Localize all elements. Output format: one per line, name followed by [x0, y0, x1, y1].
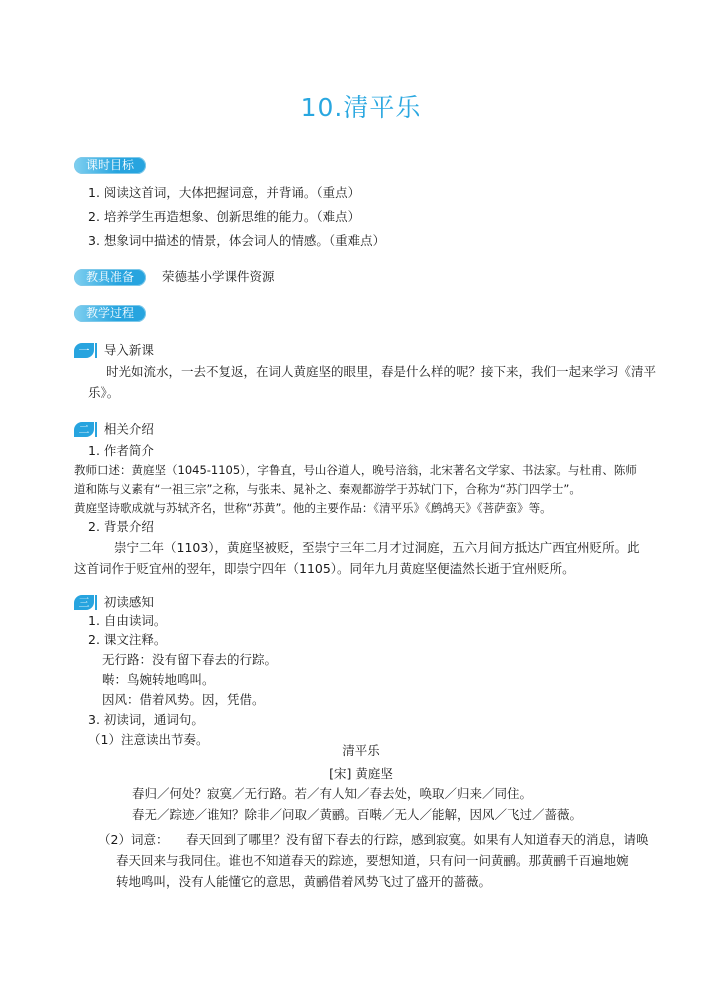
section-heading-1 [74, 341, 154, 359]
annotation-1: 无行路：没有留下春去的行踪。 [102, 652, 278, 667]
section-bar-3 [95, 595, 97, 610]
page-title: 10.清平乐 [300, 93, 422, 122]
intro-line-1: 时光如流水，一去不复返，在词人黄庭坚的眼里，春是什么样的呢？接下来，我们一起来学习《清平 [106, 364, 657, 379]
reading-item-1: 1. 自由读词。 [88, 613, 167, 628]
section-bar-2 [95, 422, 97, 437]
poem-title: 清平乐 [342, 743, 380, 758]
background-line-2: 这首词作于贬宜州的翌年，即崇宁四年（1105）。同年九月黄庭坚便溘然长逝于宜州贬所。 [74, 561, 575, 576]
section-label-1: 导入新课 [103, 342, 154, 358]
section-label-3: 初读感知 [103, 594, 154, 610]
section-number-3: 三 [74, 595, 94, 610]
annotation-2: 啭：鸟婉转地鸣叫。 [102, 672, 215, 687]
intro-line-2: 乐》。 [88, 385, 120, 400]
goal-item-1: 1. 阅读这首词，大体把握词意，并背诵。（重点） [88, 185, 361, 200]
section-number-2: 二 [74, 422, 94, 437]
poem-line-2: 春无／踪迹／谁知？除非／问取／黄鹂。百啭／无人／能解，因风／飞过／蔷薇。 [132, 807, 583, 822]
prep-tag: 教具准备 [74, 269, 146, 286]
author-heading: 1. 作者简介 [88, 443, 154, 458]
section-number-1: 一 [74, 343, 94, 358]
section-heading-2 [74, 420, 154, 438]
section-bar-1 [95, 343, 97, 358]
poem-line-1: 春归／何处？寂寞／无行路。若／有人知／春去处，唤取／归来／同住。 [132, 786, 533, 801]
meaning-label: （2）词意： [98, 832, 169, 847]
goal-item-2: 2. 培养学生再造想象、创新思维的能力。（难点） [88, 209, 361, 224]
reading-item-3: 3. 初读词，通词句。 [88, 712, 204, 727]
background-heading: 2. 背景介绍 [88, 519, 154, 534]
author-line-1: 教师口述：黄庭坚（1045-1105），字鲁直，号山谷道人，晚号涪翁，北宋著名文学家、书法家。与杜甫、陈师 [74, 463, 637, 477]
background-line-1: 崇宁二年（1103），黄庭坚被贬，至崇宁三年二月才过洞庭，五六月间方抵达广西宜州贬所。此 [114, 540, 640, 555]
poem-author: [宋] 黄庭坚 [329, 766, 393, 781]
goals-tag: 课时目标 [74, 157, 146, 174]
meaning-line-1: 春天回到了哪里？没有留下春去的行踪，感到寂寞。如果有人知道春天的消息，请唤 [186, 832, 649, 847]
meaning-line-2: 春天回来与我同住。谁也不知道春天的踪迹，要想知道，只有问一问黄鹂。那黄鹂千百遍地婉 [116, 853, 629, 868]
annotation-3: 因风：借着风势。因，凭借。 [102, 692, 265, 707]
section-label-2: 相关介绍 [103, 421, 154, 437]
author-line-3: 黄庭坚诗歌成就与苏轼齐名，世称“苏黄”。他的主要作品：《清平乐》《鹧鸪天》《菩萨蛮》等。 [74, 501, 552, 515]
goal-item-3: 3. 想象词中描述的情景，体会词人的情感。（重难点） [88, 233, 386, 248]
prep-text: 荣德基小学课件资源 [162, 269, 275, 284]
section-heading-3 [74, 593, 154, 611]
meaning-line-3: 转地鸣叫，没有人能懂它的意思，黄鹂借着风势飞过了盛开的蔷薇。 [116, 874, 492, 889]
reading-item-2: 2. 课文注释。 [88, 632, 167, 647]
reading-sub-1: （1）注意读出节奏。 [88, 732, 209, 747]
author-line-2: 道和陈与义素有“一祖三宗”之称，与张耒、晁补之、秦观都游学于苏轼门下，合称为“苏门四学士”。 [74, 482, 581, 496]
process-tag: 教学过程 [74, 305, 146, 322]
